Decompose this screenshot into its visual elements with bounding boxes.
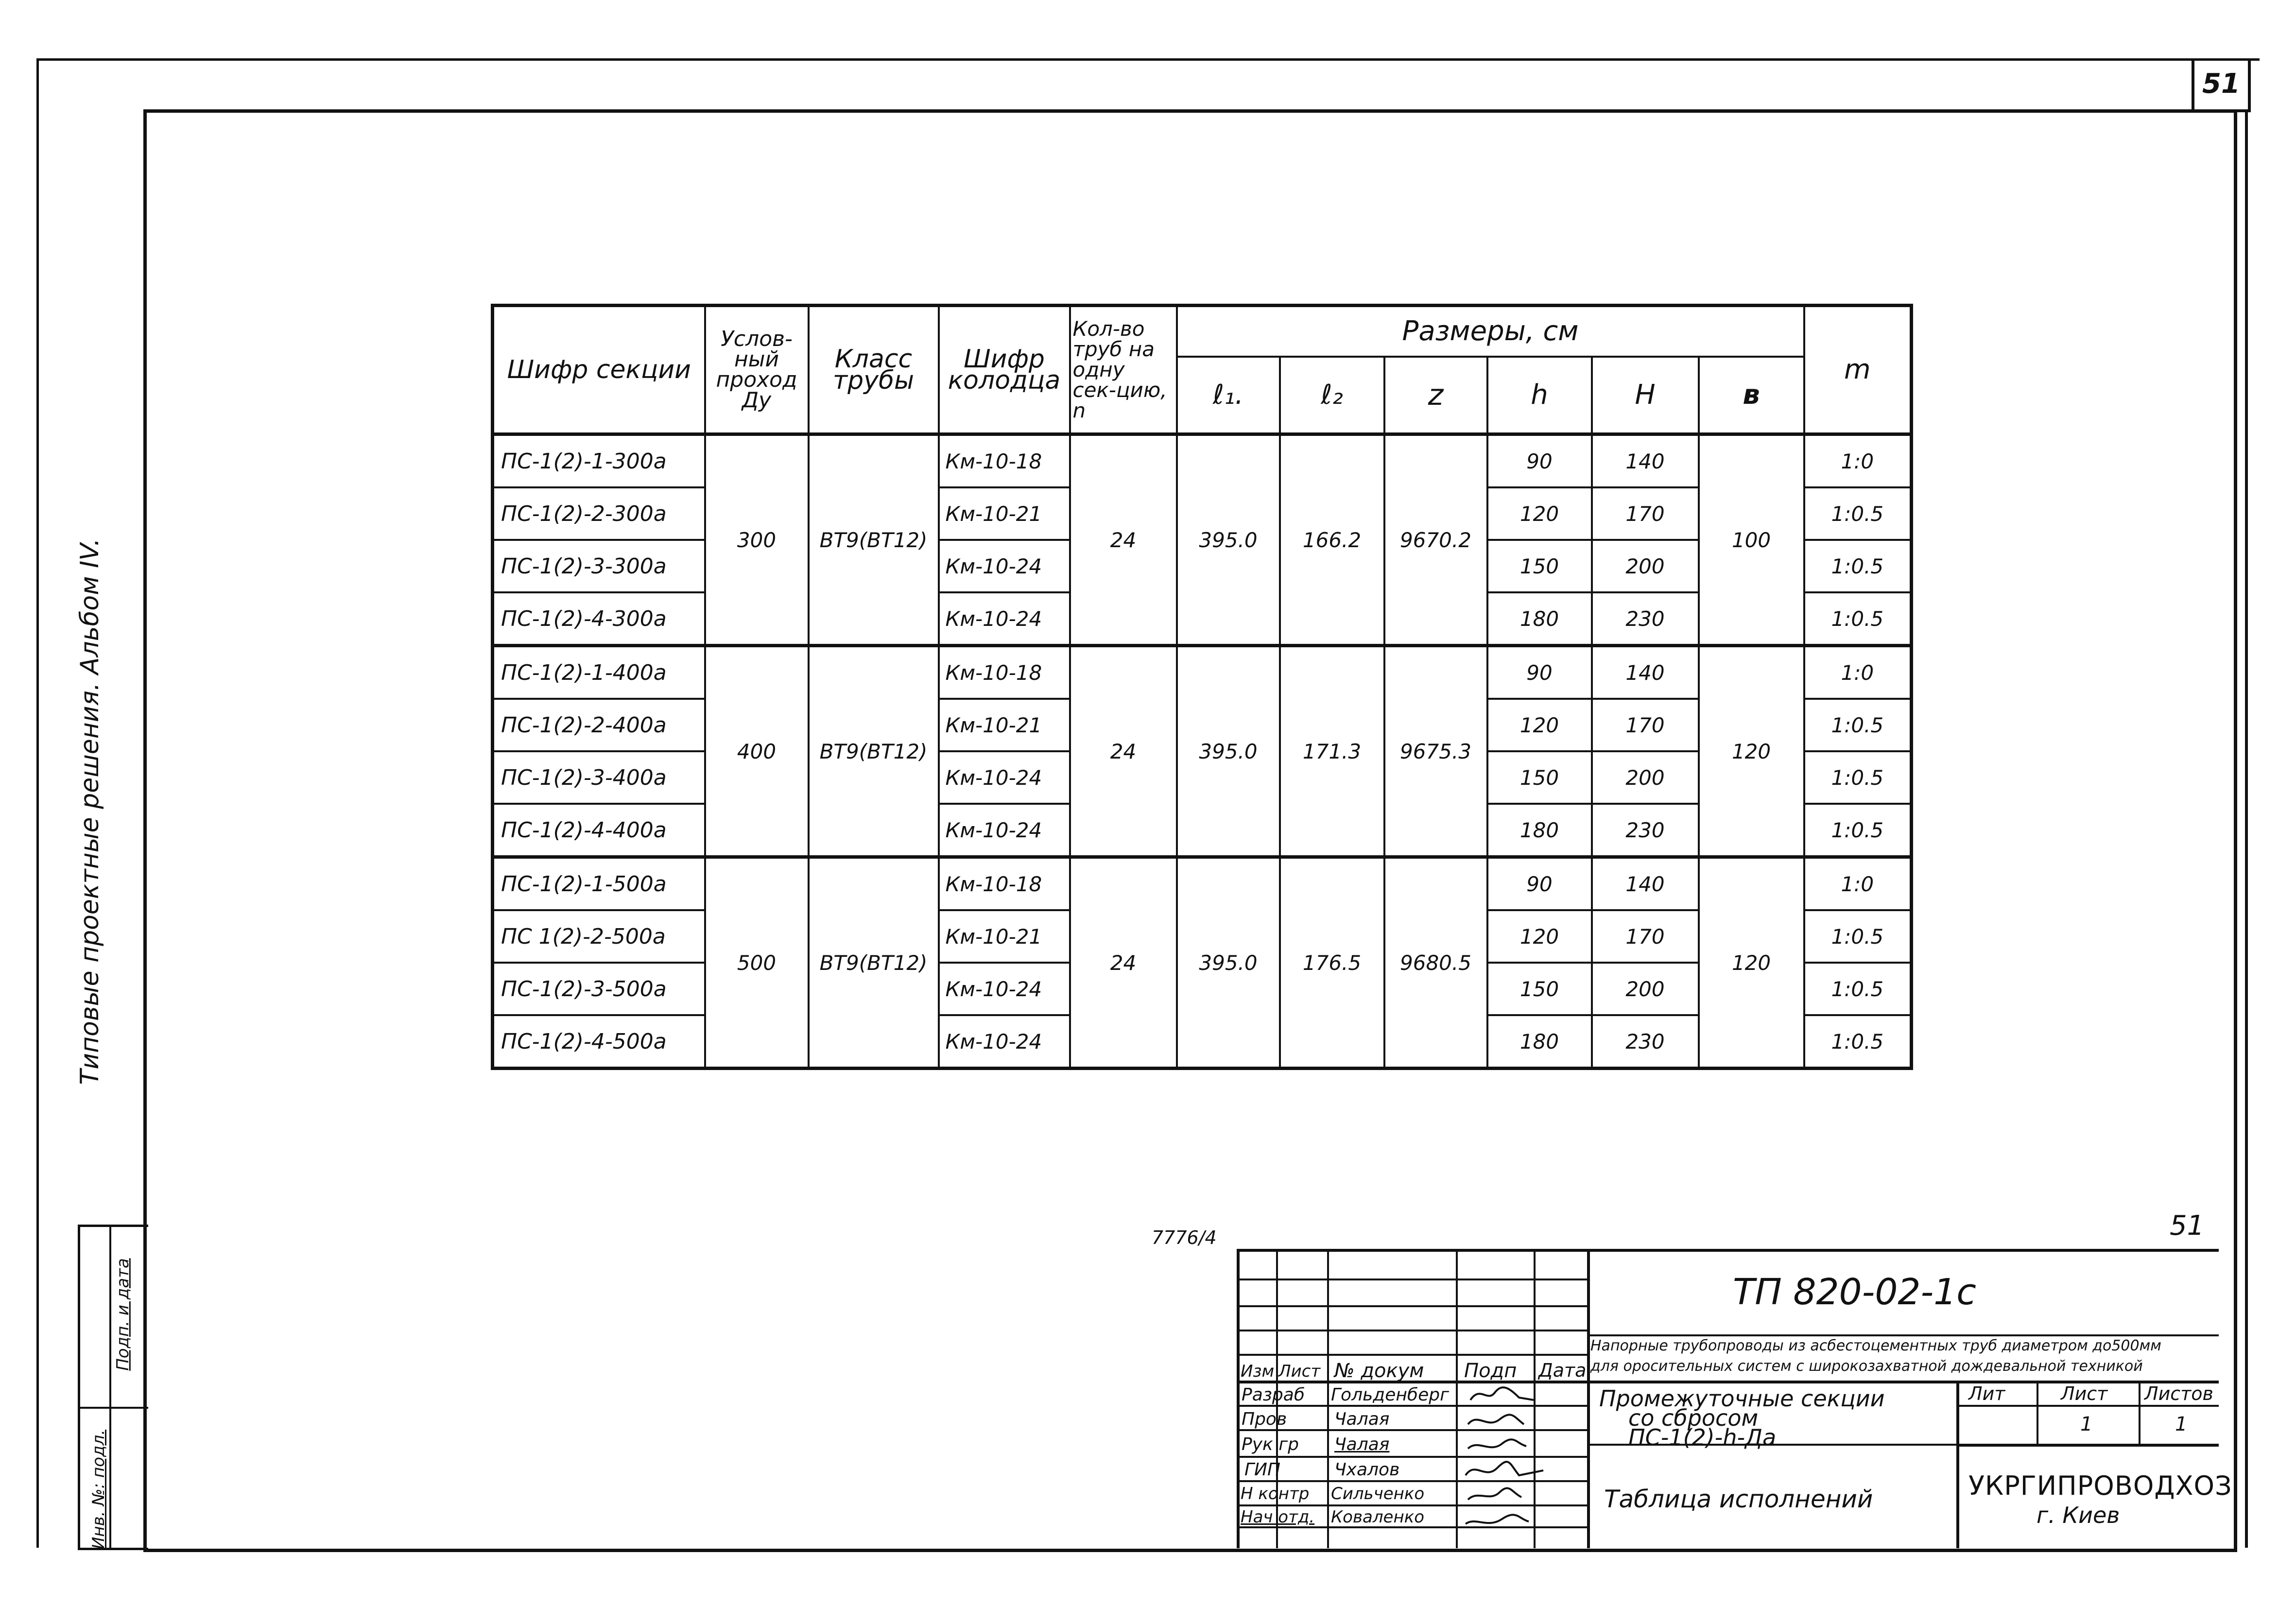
pipes-count-cell: 24 [1070, 646, 1177, 857]
header-pipe-class: Класс трубы [809, 306, 939, 434]
col-header-izm: Изм [1241, 1362, 1275, 1381]
m-cell: 1:0.5 [1804, 540, 1912, 592]
section-code-cell: ПС-1(2)-4-500а [493, 1015, 705, 1069]
person-name: Гольденберг [1331, 1385, 1449, 1405]
sheets-label: Листов [2144, 1383, 2213, 1404]
archive-number: 7776/4 [1152, 1227, 1217, 1248]
person-name: Сильченко [1331, 1484, 1425, 1503]
person-name: Чхалов [1334, 1460, 1400, 1480]
tb-vline [2037, 1381, 2038, 1444]
H-cell: 230 [1592, 1015, 1699, 1069]
header-b: в [1699, 357, 1804, 434]
header-pipes-per-section: Кол-во труб на одну сек-цию, n [1070, 306, 1177, 434]
nominal-bore-cell: 300 [705, 434, 809, 646]
m-cell: 1:0.5 [1804, 487, 1912, 540]
header-H: H [1592, 357, 1699, 434]
organization-name: УКРГИПРОВОДХОЗ [1968, 1470, 2232, 1501]
tb-hline [1240, 1330, 1587, 1331]
description-line-2: для оросительных систем с широкозахватной дождевальной техникой [1590, 1358, 2143, 1375]
pipe-class-cell: ВТ9(ВТ12) [809, 646, 939, 857]
role-label: Нач отд. [1241, 1507, 1315, 1527]
subject-line-2: со сбросом [1628, 1405, 1759, 1431]
header-m: m [1804, 306, 1912, 434]
tb-vline [1587, 1252, 1590, 1548]
tb-vline [2139, 1381, 2141, 1444]
table-row [493, 646, 1912, 699]
pipes-count-cell: 24 [1070, 434, 1177, 646]
document-code: ТП 820-02-1с [1733, 1271, 1976, 1313]
role-label: Рук гр [1242, 1434, 1299, 1454]
h-cell: 150 [1487, 963, 1592, 1015]
tb-vline [1456, 1252, 1458, 1548]
H-cell: 230 [1592, 804, 1699, 857]
well-code-cell: Км-10-18 [939, 646, 1070, 699]
tb-hline [1240, 1305, 1587, 1307]
H-cell: 140 [1592, 857, 1699, 911]
person-name: Чалая [1334, 1434, 1390, 1454]
l1-cell: 395.0 [1177, 857, 1280, 1069]
col-header-doc-no: № докум [1334, 1360, 1424, 1382]
m-cell: 1:0.5 [1804, 804, 1912, 857]
H-cell: 170 [1592, 699, 1699, 751]
right-edge-line [2245, 109, 2248, 1548]
z-cell: 9680.5 [1384, 857, 1487, 1069]
m-cell: 1:0 [1804, 646, 1912, 699]
b-cell: 120 [1699, 857, 1804, 1069]
col-header-sign: Подп [1464, 1360, 1517, 1382]
m-cell: 1:0.5 [1804, 751, 1912, 804]
role-label: Разраб [1242, 1385, 1305, 1405]
well-code-cell: Км-10-24 [939, 540, 1070, 592]
m-cell: 1:0.5 [1804, 1015, 1912, 1069]
role-label: Пров [1242, 1409, 1287, 1429]
well-code-cell: Км-10-24 [939, 592, 1070, 646]
sheet-number-secondary: 51 [2170, 1210, 2205, 1242]
pipe-class-cell: ВТ9(ВТ12) [809, 434, 939, 646]
section-code-cell: ПС-1(2)-3-300а [493, 540, 705, 592]
pipes-count-cell: 24 [1070, 857, 1177, 1069]
section-code-cell: ПС-1(2)-4-400а [493, 804, 705, 857]
lit-label: Лит [1968, 1383, 2005, 1404]
l1-cell: 395.0 [1177, 646, 1280, 857]
nominal-bore-cell: 500 [705, 857, 809, 1069]
table-row [493, 857, 1912, 911]
b-cell: 100 [1699, 434, 1804, 646]
h-cell: 90 [1487, 646, 1592, 699]
section-code-cell: ПС-1(2)-1-300а [493, 434, 705, 488]
tb-hline [1240, 1354, 1587, 1356]
tb-hline [1956, 1405, 2219, 1407]
header-section-code: Шифр секции [493, 306, 705, 434]
well-code-cell: Км-10-18 [939, 857, 1070, 911]
header-z: z [1384, 357, 1487, 434]
h-cell: 120 [1487, 910, 1592, 963]
title-block [1237, 1249, 2232, 1548]
sign-date-label: Подп. и дата [113, 1258, 133, 1371]
tb-hline [1587, 1334, 2219, 1336]
section-code-cell: ПС-1(2)-4-300а [493, 592, 705, 646]
header-well-code: Шифр колодца [939, 306, 1070, 434]
person-name: Коваленко [1331, 1507, 1425, 1527]
person-name: Чалая [1334, 1409, 1390, 1429]
m-cell: 1:0 [1804, 434, 1912, 488]
b-cell: 120 [1699, 646, 1804, 857]
l2-cell: 176.5 [1280, 857, 1384, 1069]
sheet-label: Лист [2061, 1383, 2108, 1404]
tb-vline [1327, 1252, 1329, 1548]
col-header-date: Дата [1538, 1360, 1587, 1381]
m-cell: 1:0.5 [1804, 699, 1912, 751]
role-label: ГИП [1244, 1460, 1281, 1480]
header-l1: ℓ₁. [1177, 357, 1280, 434]
header-dimensions: Размеры, см [1177, 306, 1804, 357]
role-label: Н контр [1241, 1484, 1310, 1503]
nominal-bore-cell: 400 [705, 646, 809, 857]
header-nominal-bore: Услов-ный проход Ду [705, 306, 809, 434]
h-cell: 90 [1487, 857, 1592, 911]
well-code-cell: Км-10-18 [939, 434, 1070, 488]
inv-no-label: Инв. №: подл. [89, 1429, 109, 1550]
m-cell: 1:0.5 [1804, 963, 1912, 1015]
well-code-cell: Км-10-21 [939, 699, 1070, 751]
H-cell: 170 [1592, 910, 1699, 963]
H-cell: 140 [1592, 434, 1699, 488]
z-cell: 9675.3 [1384, 646, 1487, 857]
col-header-list: Лист [1278, 1362, 1321, 1381]
m-cell: 1:0.5 [1804, 592, 1912, 646]
well-code-cell: Км-10-21 [939, 910, 1070, 963]
section-code-cell: ПС-1(2)-3-400а [493, 751, 705, 804]
side-stamp-divider [80, 1407, 148, 1409]
section-code-cell: ПС 1(2)-2-500а [493, 910, 705, 963]
h-cell: 150 [1487, 540, 1592, 592]
execution-table [491, 304, 1913, 1070]
signatures-icon [1461, 1383, 1558, 1546]
h-cell: 90 [1487, 434, 1592, 488]
section-code-cell: ПС-1(2)-2-300а [493, 487, 705, 540]
organization-city: г. Киев [2037, 1502, 2120, 1528]
h-cell: 180 [1487, 804, 1592, 857]
h-cell: 150 [1487, 751, 1592, 804]
m-cell: 1:0 [1804, 857, 1912, 911]
h-cell: 120 [1487, 699, 1592, 751]
tb-hline [1240, 1279, 1587, 1280]
well-code-cell: Км-10-24 [939, 1015, 1070, 1069]
h-cell: 120 [1487, 487, 1592, 540]
H-cell: 230 [1592, 592, 1699, 646]
l2-cell: 171.3 [1280, 646, 1384, 857]
sheets-value: 1 [2175, 1413, 2188, 1435]
side-stamp [78, 1225, 148, 1550]
well-code-cell: Км-10-24 [939, 963, 1070, 1015]
well-code-cell: Км-10-24 [939, 804, 1070, 857]
sheet-value: 1 [2080, 1413, 2093, 1435]
H-cell: 200 [1592, 751, 1699, 804]
tb-hline [1956, 1444, 2219, 1447]
subject-line-3: ПС-1(2)-h-Да [1628, 1424, 1777, 1451]
H-cell: 200 [1592, 963, 1699, 1015]
H-cell: 140 [1592, 646, 1699, 699]
sheet-number: 51 [2202, 68, 2240, 100]
section-code-cell: ПС-1(2)-3-500а [493, 963, 705, 1015]
l2-cell: 166.2 [1280, 434, 1384, 646]
header-l2: ℓ₂ [1280, 357, 1384, 434]
pipe-class-cell: ВТ9(ВТ12) [809, 857, 939, 1069]
section-code-cell: ПС-1(2)-1-400а [493, 646, 705, 699]
l1-cell: 395.0 [1177, 434, 1280, 646]
sheet-title: Таблица исполнений [1604, 1485, 1873, 1513]
z-cell: 9670.2 [1384, 434, 1487, 646]
header-h: h [1487, 357, 1592, 434]
well-code-cell: Км-10-21 [939, 487, 1070, 540]
H-cell: 200 [1592, 540, 1699, 592]
h-cell: 180 [1487, 592, 1592, 646]
section-code-cell: ПС-1(2)-1-500а [493, 857, 705, 911]
well-code-cell: Км-10-24 [939, 751, 1070, 804]
section-code-cell: ПС-1(2)-2-400а [493, 699, 705, 751]
h-cell: 180 [1487, 1015, 1592, 1069]
H-cell: 170 [1592, 487, 1699, 540]
album-title: Типовые проектные решения. Альбом IV. [75, 538, 104, 1085]
table-row [493, 434, 1912, 488]
subject-line-1: Промежуточные секции [1599, 1385, 1885, 1412]
m-cell: 1:0.5 [1804, 910, 1912, 963]
description-line-1: Напорные трубопроводы из асбестоцементных труб диаметром до500мм [1590, 1337, 2161, 1354]
sheet-number-box [2192, 58, 2251, 112]
